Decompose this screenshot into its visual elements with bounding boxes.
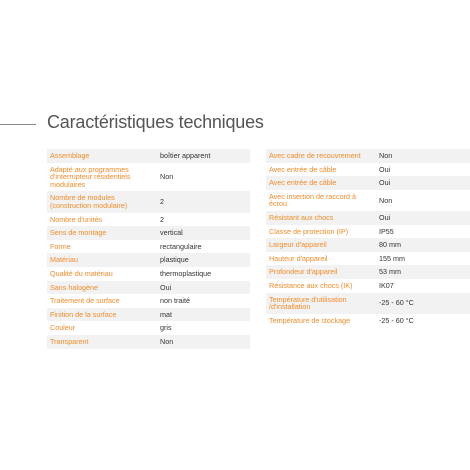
spec-label: Avec insertion de raccord à écrou — [266, 190, 376, 211]
spec-value: Oui — [376, 163, 470, 177]
spec-row — [266, 211, 470, 225]
spec-value: 53 mm — [376, 265, 470, 279]
spec-row — [266, 225, 470, 239]
spec-label: Transparent — [47, 335, 157, 349]
spec-value: Oui — [376, 176, 470, 190]
spec-label: Nombre de modules (construction modulaire) — [47, 191, 157, 212]
spec-value: IK07 — [376, 279, 470, 293]
spec-label: Traitement de surface — [47, 294, 157, 308]
spec-row — [266, 252, 470, 266]
spec-row — [47, 163, 250, 192]
spec-value: Oui — [376, 211, 470, 225]
spec-value: 2 — [157, 191, 250, 212]
spec-value: boîtier apparent — [157, 149, 250, 163]
spec-row — [266, 176, 470, 190]
spec-label: Qualité du matériau — [47, 267, 157, 281]
spec-row — [47, 253, 250, 267]
spec-value: mat — [157, 308, 250, 322]
page-title: Caractéristiques techniques — [47, 112, 264, 132]
spec-label: Hauteur d'appareil — [266, 252, 376, 266]
spec-value: Non — [157, 163, 250, 192]
spec-label: Température de stockage — [266, 314, 376, 328]
spec-label: Avec cadre de recouvrement — [266, 149, 376, 163]
spec-row — [266, 163, 470, 177]
spec-row — [266, 279, 470, 293]
spec-label: Sens de montage — [47, 226, 157, 240]
spec-row — [266, 293, 470, 314]
spec-value: gris — [157, 321, 250, 335]
spec-value: vertical — [157, 226, 250, 240]
spec-value: 80 mm — [376, 238, 470, 252]
spec-value: -25 - 60 °C — [376, 314, 470, 328]
spec-row — [266, 314, 470, 328]
decorative-rule — [0, 124, 36, 125]
spec-label: Nombre d'unités — [47, 213, 157, 227]
spec-label: Classe de protection (IP) — [266, 225, 376, 239]
spec-value: thermoplastique — [157, 267, 250, 281]
spec-label: Profondeur d'appareil — [266, 265, 376, 279]
spec-value: 155 mm — [376, 252, 470, 266]
spec-row — [47, 308, 250, 322]
spec-value: -25 - 60 °C — [376, 293, 470, 314]
spec-value: Non — [376, 190, 470, 211]
spec-label: Avec entrée de câble — [266, 176, 376, 190]
spec-label: Avec entrée de câble — [266, 163, 376, 177]
spec-label: Couleur — [47, 321, 157, 335]
spec-label: Sans halogène — [47, 281, 157, 295]
specs-table-right — [266, 149, 470, 327]
spec-value: Non — [157, 335, 250, 349]
spec-row — [47, 240, 250, 254]
spec-label: Matériau — [47, 253, 157, 267]
spec-row — [47, 213, 250, 227]
spec-row — [266, 149, 470, 163]
spec-label: Forme — [47, 240, 157, 254]
spec-row — [266, 190, 470, 211]
spec-value: plastique — [157, 253, 250, 267]
spec-value: Oui — [157, 281, 250, 295]
spec-label: Résistant aux chocs — [266, 211, 376, 225]
spec-value: IP55 — [376, 225, 470, 239]
spec-row — [47, 149, 250, 163]
spec-label: Finition de la surface — [47, 308, 157, 322]
spec-row — [47, 321, 250, 335]
spec-row — [47, 267, 250, 281]
spec-value: 2 — [157, 213, 250, 227]
specs-table-left — [47, 149, 250, 349]
spec-row — [47, 281, 250, 295]
spec-value: non traité — [157, 294, 250, 308]
spec-row — [47, 294, 250, 308]
spec-label: Température d'utilisation /d'installation — [266, 293, 376, 314]
spec-row — [47, 191, 250, 212]
spec-label: Résistance aux chocs (IK) — [266, 279, 376, 293]
spec-row — [266, 238, 470, 252]
spec-row — [47, 335, 250, 349]
spec-label: Adapté aux programmes d'interrupteur résidentiels modulaires — [47, 163, 157, 192]
spec-label: Largeur d'appareil — [266, 238, 376, 252]
spec-row — [47, 226, 250, 240]
spec-label: Assemblage — [47, 149, 157, 163]
spec-row — [266, 265, 470, 279]
spec-value: Non — [376, 149, 470, 163]
spec-value: rectangulaire — [157, 240, 250, 254]
